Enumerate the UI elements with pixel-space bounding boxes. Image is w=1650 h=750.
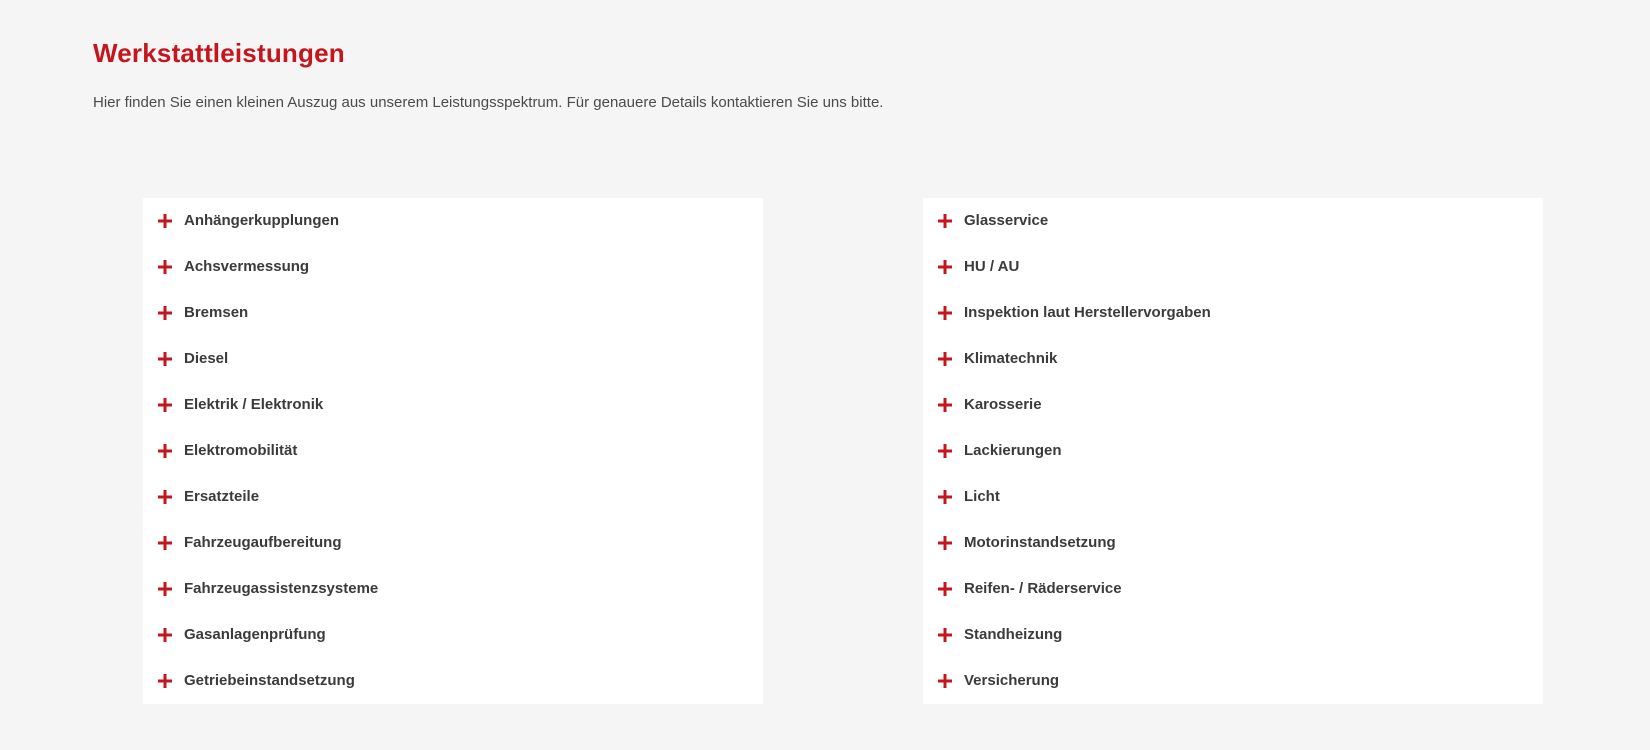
services-list-right	[923, 198, 1543, 704]
accordion-item-label: Fahrzeugaufbereitung	[184, 534, 342, 551]
plus-icon	[937, 581, 953, 597]
plus-icon	[157, 443, 173, 459]
plus-icon	[937, 351, 953, 367]
plus-icon	[937, 397, 953, 413]
accordion-item[interactable]	[923, 198, 1543, 244]
plus-icon	[157, 213, 173, 229]
plus-icon	[937, 259, 953, 275]
accordion-item-label: HU / AU	[964, 258, 1020, 275]
plus-icon	[157, 259, 173, 275]
plus-icon	[937, 673, 953, 689]
plus-icon	[937, 305, 953, 321]
accordion-item[interactable]	[143, 612, 763, 658]
accordion-item-label: Klimatechnik	[964, 350, 1058, 367]
accordion-item[interactable]	[143, 244, 763, 290]
accordion-item[interactable]	[923, 244, 1543, 290]
accordion-item-label: Elektromobilität	[184, 442, 298, 459]
accordion-item[interactable]	[923, 658, 1543, 704]
accordion-item-label: Motorinstandsetzung	[964, 534, 1116, 551]
accordion-item[interactable]	[143, 658, 763, 704]
accordion-item-label: Glasservice	[964, 212, 1049, 229]
accordion-item-label: Getriebeinstandsetzung	[184, 672, 355, 689]
accordion-item-label: Ersatzteile	[184, 488, 260, 505]
plus-icon	[157, 397, 173, 413]
accordion-item[interactable]	[923, 474, 1543, 520]
intro-text: Hier finden Sie einen kleinen Auszug aus unserem Leistungsspektrum. Für genauere Details kontaktieren Sie uns bitte.	[93, 94, 884, 111]
accordion-item[interactable]	[143, 336, 763, 382]
accordion-item[interactable]	[923, 428, 1543, 474]
accordion-item[interactable]	[143, 566, 763, 612]
accordion-item-label: Versicherung	[964, 672, 1060, 689]
accordion-item-label: Inspektion laut Herstellervorgaben	[964, 304, 1211, 321]
accordion-item-label: Elektrik / Elektronik	[184, 396, 324, 413]
plus-icon	[157, 535, 173, 551]
accordion-item-label: Bremsen	[184, 304, 249, 321]
accordion-item[interactable]	[143, 290, 763, 336]
plus-icon	[937, 443, 953, 459]
accordion-item[interactable]	[923, 290, 1543, 336]
accordion-item[interactable]	[923, 612, 1543, 658]
accordion-item[interactable]	[923, 520, 1543, 566]
plus-icon	[157, 627, 173, 643]
accordion-item-label: Anhängerkupplungen	[184, 212, 339, 229]
accordion-item[interactable]	[143, 198, 763, 244]
plus-icon	[157, 305, 173, 321]
plus-icon	[937, 535, 953, 551]
accordion-item[interactable]	[143, 474, 763, 520]
plus-icon	[157, 351, 173, 367]
accordion-item[interactable]	[923, 382, 1543, 428]
accordion-item-label: Lackierungen	[964, 442, 1062, 459]
accordion-item[interactable]	[923, 566, 1543, 612]
plus-icon	[937, 489, 953, 505]
accordion-item-label: Achsvermessung	[184, 258, 310, 275]
accordion-item-label: Diesel	[184, 350, 229, 367]
plus-icon	[157, 489, 173, 505]
accordion-item[interactable]	[143, 382, 763, 428]
accordion-item-label: Karosserie	[964, 396, 1042, 413]
accordion-item[interactable]	[923, 336, 1543, 382]
accordion-item-label: Standheizung	[964, 626, 1063, 643]
page-title: Werkstattleistungen	[93, 38, 345, 68]
accordion-item-label: Licht	[964, 488, 1000, 505]
accordion-item-label: Reifen- / Räderservice	[964, 580, 1122, 597]
accordion-item-label: Fahrzeugassistenzsysteme	[184, 580, 379, 597]
plus-icon	[937, 627, 953, 643]
accordion-item-label: Gasanlagenprüfung	[184, 626, 326, 643]
accordion-item[interactable]	[143, 520, 763, 566]
accordion-item[interactable]	[143, 428, 763, 474]
plus-icon	[157, 581, 173, 597]
plus-icon	[157, 673, 173, 689]
services-list-left	[143, 198, 763, 704]
plus-icon	[937, 213, 953, 229]
